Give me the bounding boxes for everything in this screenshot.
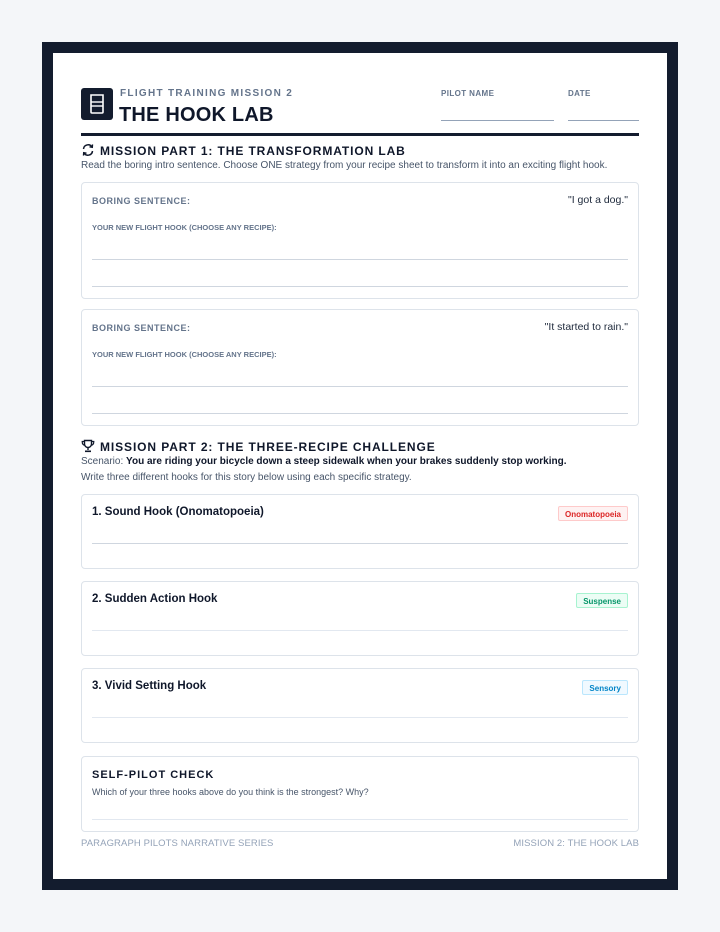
refresh-icon bbox=[81, 143, 95, 157]
self-check-question: Which of your three hooks above do you think is the strongest? Why? bbox=[92, 787, 369, 797]
boring-sentence-label: BORING SENTENCE: bbox=[92, 196, 191, 206]
writing-line[interactable] bbox=[92, 543, 628, 544]
writing-line[interactable] bbox=[92, 286, 628, 287]
hook-title: 1. Sound Hook (Onomatopoeia) bbox=[92, 506, 264, 518]
date-field[interactable] bbox=[568, 120, 639, 121]
transformation-card-2 bbox=[81, 309, 639, 426]
hook-card-sound bbox=[81, 494, 639, 569]
scenario-text: You are riding your bicycle down a steep sidewalk when your brakes suddenly stop working. bbox=[126, 456, 567, 467]
date-label: DATE bbox=[568, 89, 591, 98]
part2-instructions: Write three different hooks for this story below using each specific strategy. bbox=[81, 472, 412, 483]
part1-title: MISSION PART 1: THE TRANSFORMATION LAB bbox=[100, 144, 406, 158]
pilot-name-field[interactable] bbox=[441, 120, 554, 121]
self-pilot-check bbox=[81, 756, 639, 832]
part1-instructions: Read the boring intro sentence. Choose ONE strategy from your recipe sheet to transform it into an exciting flight hook. bbox=[81, 160, 608, 171]
part2-title: MISSION PART 2: THE THREE-RECIPE CHALLENGE bbox=[100, 440, 436, 454]
header bbox=[81, 88, 639, 134]
strategy-tag: Suspense bbox=[576, 593, 628, 608]
footer bbox=[81, 838, 639, 852]
scenario-label: Scenario: bbox=[81, 456, 124, 467]
logo bbox=[81, 88, 113, 120]
hook-card-setting bbox=[81, 668, 639, 743]
writing-line[interactable] bbox=[92, 630, 628, 631]
footer-series: PARAGRAPH PILOTS NARRATIVE SERIES bbox=[81, 838, 274, 849]
boring-sentence-label: BORING SENTENCE: bbox=[92, 323, 191, 333]
scenario bbox=[81, 456, 639, 467]
writing-line[interactable] bbox=[92, 819, 628, 820]
self-check-title: SELF-PILOT CHECK bbox=[92, 769, 215, 781]
glass-icon bbox=[89, 94, 105, 114]
hook-title: 3. Vivid Setting Hook bbox=[92, 680, 207, 692]
transformation-card-1 bbox=[81, 182, 639, 299]
part1-heading bbox=[81, 143, 639, 159]
page-title: THE HOOK LAB bbox=[119, 104, 274, 126]
boring-sentence: "I got a dog." bbox=[568, 194, 628, 206]
new-hook-prompt: YOUR NEW FLIGHT HOOK (CHOOSE ANY RECIPE): bbox=[92, 223, 277, 232]
hook-card-action bbox=[81, 581, 639, 656]
part2-heading bbox=[81, 439, 639, 455]
trophy-icon bbox=[81, 439, 95, 453]
footer-mission: MISSION 2: THE HOOK LAB bbox=[513, 838, 639, 849]
strategy-tag: Sensory bbox=[582, 680, 628, 695]
writing-line[interactable] bbox=[92, 386, 628, 387]
boring-sentence: "It started to rain." bbox=[544, 321, 628, 333]
writing-line[interactable] bbox=[92, 717, 628, 718]
strategy-tag: Onomatopoeia bbox=[558, 506, 628, 521]
mission-eyebrow: FLIGHT TRAINING MISSION 2 bbox=[120, 88, 294, 99]
hook-title: 2. Sudden Action Hook bbox=[92, 593, 218, 605]
new-hook-prompt: YOUR NEW FLIGHT HOOK (CHOOSE ANY RECIPE): bbox=[92, 350, 277, 359]
writing-line[interactable] bbox=[92, 413, 628, 414]
writing-line[interactable] bbox=[92, 259, 628, 260]
header-divider bbox=[81, 133, 639, 136]
pilot-name-label: PILOT NAME bbox=[441, 89, 495, 98]
